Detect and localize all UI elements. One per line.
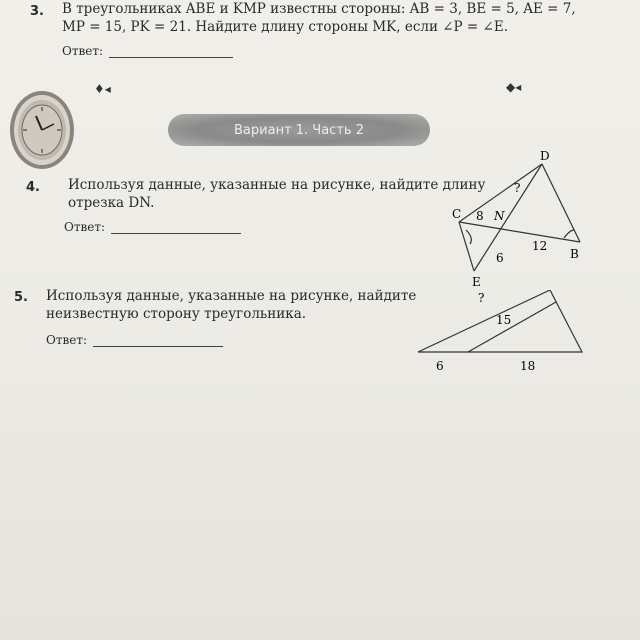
task-5-number: 5. xyxy=(14,290,28,305)
task-3-text xyxy=(62,0,576,36)
label-nb-12: 12 xyxy=(532,239,548,253)
task-5-answer-line[interactable] xyxy=(93,334,223,347)
label-dn-unknown: ? xyxy=(514,181,521,195)
task-5-line-2: неизвестную сторону треугольника. xyxy=(46,306,307,322)
label-cn-8: 8 xyxy=(476,209,484,223)
task-5-answer xyxy=(46,333,223,347)
task-4-line-2: отрезка DN. xyxy=(68,195,155,211)
label-ne-6: 6 xyxy=(496,251,504,265)
task-5-answer-label: Ответ: xyxy=(46,333,88,347)
segment-ce xyxy=(459,222,474,271)
label-d: D xyxy=(540,149,550,163)
label-b: B xyxy=(570,247,579,261)
task-4-text xyxy=(68,176,485,212)
label-6: 6 xyxy=(436,359,444,373)
clock-icon xyxy=(6,88,76,172)
segment-db xyxy=(542,164,580,242)
segment-de xyxy=(474,164,542,271)
angle-mark-b xyxy=(564,230,574,238)
label-unknown: ? xyxy=(478,291,485,305)
task-4-line-1: Используя данные, указанные на рисунке, найдите длину xyxy=(68,177,486,193)
segment-cb xyxy=(459,222,580,242)
label-c: C xyxy=(452,207,462,221)
task-3-line-1: В треугольниках ABE и KMP известны стороны: AB = 3, BE = 5, AE = 7, xyxy=(62,1,576,17)
label-e: E xyxy=(472,275,481,289)
task-5-figure xyxy=(410,290,600,380)
variant-banner: Вариант 1. Часть 2 xyxy=(168,114,430,146)
task-4-number: 4. xyxy=(26,180,40,195)
task-3-number: 3. xyxy=(30,4,44,19)
task-4-answer-line[interactable] xyxy=(111,221,241,234)
label-18: 18 xyxy=(520,359,536,373)
task-5-line-1: Используя данные, указанные на рисунке, найдите xyxy=(46,288,417,304)
task-3-answer xyxy=(62,44,233,58)
task-4-answer-label: Ответ: xyxy=(64,220,106,234)
task-3-answer-label: Ответ: xyxy=(62,44,104,58)
label-15: 15 xyxy=(496,313,512,327)
task-5-text xyxy=(46,287,416,323)
task-3-answer-line[interactable] xyxy=(109,45,233,58)
task-4-figure xyxy=(440,146,600,296)
ornament-left: ♦◂ xyxy=(94,82,111,96)
label-n: N xyxy=(494,209,505,223)
angle-mark-c xyxy=(466,230,471,244)
parallel-segment xyxy=(468,302,556,352)
ornament-right: ◆◂ xyxy=(506,80,522,94)
task-3-line-2: MP = 15, PK = 21. Найдите длину стороны MK, если ∠P = ∠E. xyxy=(62,19,508,35)
task-4-answer xyxy=(64,220,241,234)
